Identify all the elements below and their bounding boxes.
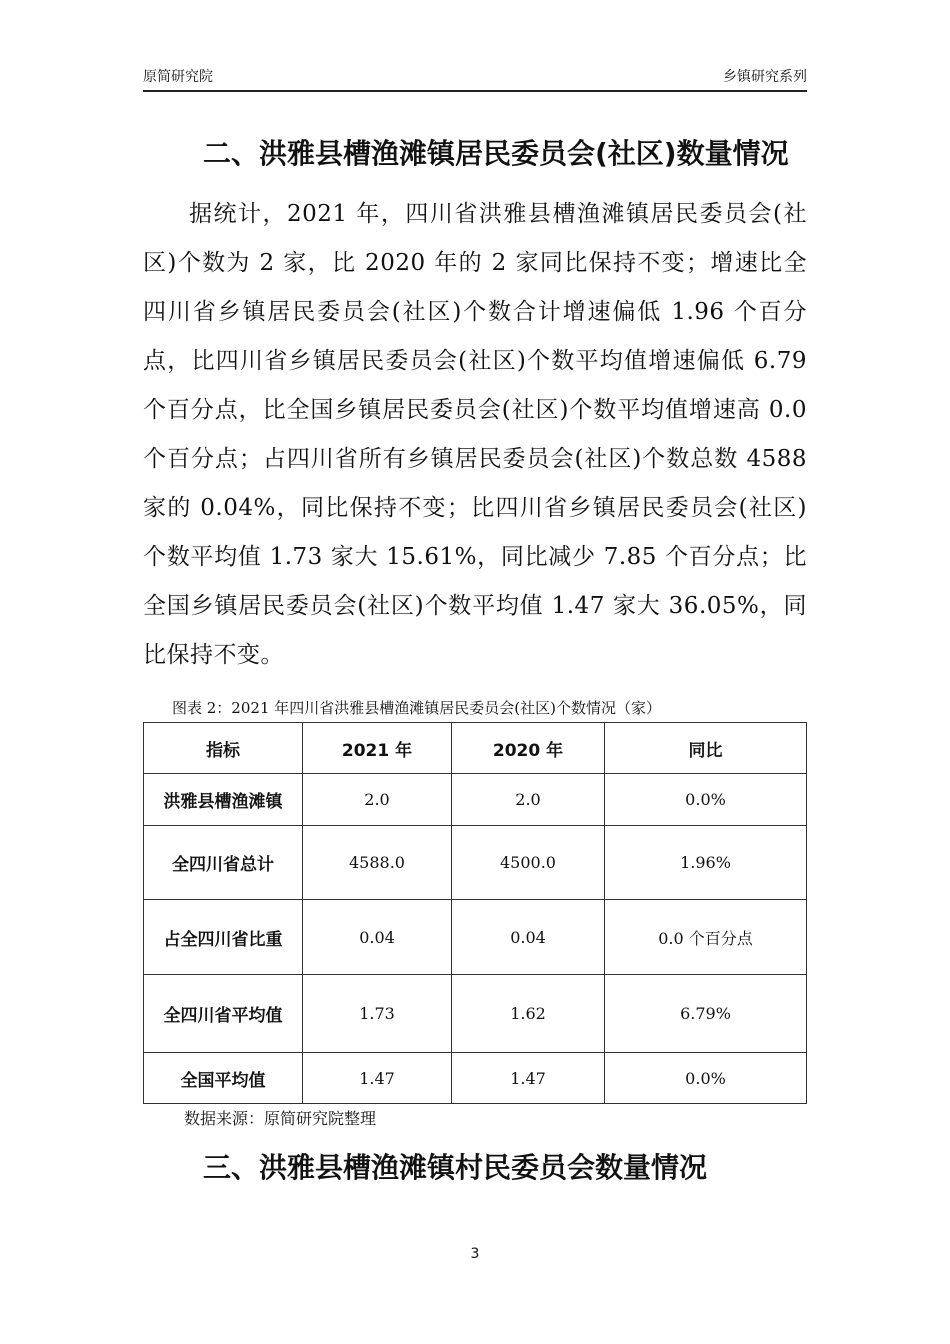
table-row bbox=[144, 826, 807, 900]
col-header-2021: 2021 年 bbox=[303, 723, 452, 774]
cell-yoy: 0.0% bbox=[605, 774, 807, 826]
col-header-indicator: 指标 bbox=[144, 723, 303, 774]
cell-2021: 1.73 bbox=[303, 975, 452, 1053]
table-source-note: 数据来源：原简研究院整理 bbox=[184, 1109, 377, 1128]
table-caption: 图表 2：2021 年四川省洪雅县槽渔滩镇居民委员会(社区)个数情况（家） bbox=[172, 699, 661, 717]
cell-2021: 1.47 bbox=[303, 1053, 452, 1104]
section-2-paragraph: 据统计，2021 年，四川省洪雅县槽渔滩镇居民委员会(社区)个数为 2 家，比 2020 年的 2 家同比保持不变；增速比全四川省乡镇居民委员会(社区)个数合计增速偏低 1.96 个百分点，比四川省乡镇居民委员会(社区)个数平均值增速偏低 6.79 个百分点，比全国乡镇居民委员会(社区)个数平均值增速高 0.0 个百分点；占四川省所有乡镇居民委员会(社区)个数总数 4588 家的 0.04%，同比保持不变；比四川省乡镇居民委员会(社区)个数平均值 1.73 家大 15.61%，同比减少 7.85 个百分点；比全国乡镇居民委员会(社区)个数平均值 1.47 家大 36.05%，同比保持不变。 bbox=[143, 201, 807, 668]
page-header bbox=[143, 64, 807, 92]
cell-2020: 4500.0 bbox=[452, 826, 605, 900]
cell-2020: 0.04 bbox=[452, 900, 605, 975]
cell-2021: 4588.0 bbox=[303, 826, 452, 900]
section-2-title: 二、洪雅县槽渔滩镇居民委员会(社区)数量情况 bbox=[203, 137, 789, 170]
header-right-text: 乡镇研究系列 bbox=[723, 69, 807, 85]
page-number: 3 bbox=[470, 1246, 480, 1262]
data-table bbox=[143, 722, 807, 1104]
table-header-row bbox=[144, 723, 807, 774]
section-3-title: 三、洪雅县槽渔滩镇村民委员会数量情况 bbox=[203, 1151, 708, 1184]
col-header-yoy: 同比 bbox=[605, 723, 807, 774]
cell-2020: 1.62 bbox=[452, 975, 605, 1053]
header-left-text: 原简研究院 bbox=[143, 69, 213, 85]
row-label: 洪雅县槽渔滩镇 bbox=[144, 774, 303, 826]
section-2-body bbox=[143, 190, 807, 680]
cell-yoy: 0.0% bbox=[605, 1053, 807, 1104]
col-header-2020: 2020 年 bbox=[452, 723, 605, 774]
cell-2021: 0.04 bbox=[303, 900, 452, 975]
cell-yoy: 0.0 个百分点 bbox=[605, 900, 807, 975]
cell-2021: 2.0 bbox=[303, 774, 452, 826]
cell-yoy: 1.96% bbox=[605, 826, 807, 900]
cell-yoy: 6.79% bbox=[605, 975, 807, 1053]
row-label: 全国平均值 bbox=[144, 1053, 303, 1104]
cell-2020: 1.47 bbox=[452, 1053, 605, 1104]
row-label: 全四川省平均值 bbox=[144, 975, 303, 1053]
cell-2020: 2.0 bbox=[452, 774, 605, 826]
row-label: 全四川省总计 bbox=[144, 826, 303, 900]
table-row bbox=[144, 975, 807, 1053]
row-label: 占全四川省比重 bbox=[144, 900, 303, 975]
table-row bbox=[144, 1053, 807, 1104]
table-row bbox=[144, 900, 807, 975]
table-row bbox=[144, 774, 807, 826]
